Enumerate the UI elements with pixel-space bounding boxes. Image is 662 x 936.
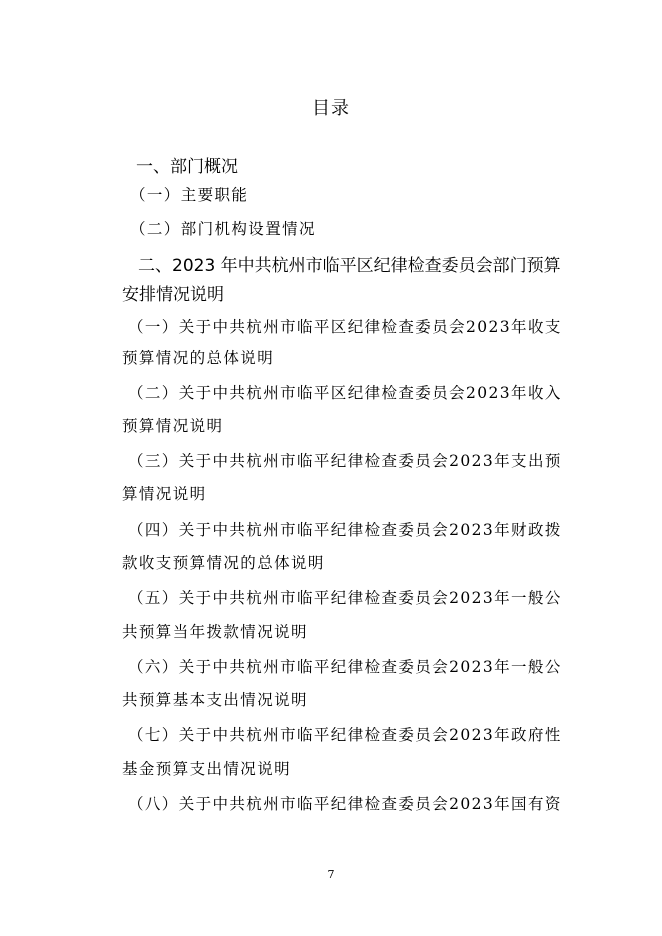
toc-entry-6-line2: 共预算基本支出情况说明 (122, 691, 308, 709)
toc-entry-2-line2: 预算情况说明 (122, 417, 224, 435)
toc-entry-4-line1: （四）关于中共杭州市临平纪律检查委员会2023年财政拨 (128, 521, 562, 539)
section-heading-2-line2: 安排情况说明 (122, 285, 224, 305)
toc-entry-main-functions: （一）主要职能 (130, 186, 249, 204)
toc-entry-6-line1: （六）关于中共杭州市临平纪律检查委员会2023年一般公 (128, 658, 562, 676)
toc-entry-1-line2: 预算情况的总体说明 (122, 349, 275, 367)
toc-entry-2-line1: （二）关于中共杭州市临平区纪律检查委员会2023年收入 (128, 384, 562, 402)
toc-entry-1-line1: （一）关于中共杭州市临平区纪律检查委员会2023年收支 (128, 318, 562, 336)
toc-entry-department-structure: （二）部门机构设置情况 (130, 220, 316, 238)
toc-entry-8-line1: （八）关于中共杭州市临平纪律检查委员会2023年国有资 (128, 795, 562, 813)
page-number: 7 (327, 868, 335, 881)
toc-entry-7-line1: （七）关于中共杭州市临平纪律检查委员会2023年政府性 (128, 726, 562, 744)
toc-entry-4-line2: 款收支预算情况的总体说明 (122, 554, 325, 572)
toc-entry-5-line1: （五）关于中共杭州市临平纪律检查委员会2023年一般公 (128, 589, 562, 607)
toc-entry-7-line2: 基金预算支出情况说明 (122, 760, 292, 778)
toc-entry-3-line2: 算情况说明 (122, 485, 207, 503)
section-heading-2-line1: 二、2023 年中共杭州市临平区纪律检查委员会部门预算 (138, 256, 561, 276)
toc-entry-5-line2: 共预算当年拨款情况说明 (122, 623, 308, 641)
toc-entry-3-line1: （三）关于中共杭州市临平纪律检查委员会2023年支出预 (128, 452, 562, 470)
section-heading-1: 一、部门概况 (136, 157, 238, 177)
toc-title: 目录 (312, 98, 350, 119)
